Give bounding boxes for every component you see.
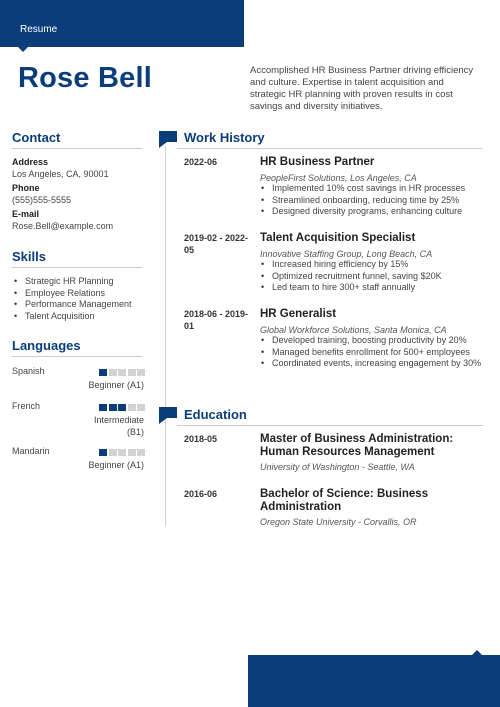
job-company: Global Workforce Solutions, Santa Monica, CA [260,325,447,335]
job-company: PeopleFirst Solutions, Los Angeles, CA [260,173,417,183]
work-history-heading: Work History [184,130,265,145]
resume-tag: Resume [20,24,58,35]
job-bullets [260,259,484,294]
job-bullet: • Managed benefits enrollment for 500+ employees [260,347,484,359]
rating-square [99,369,107,376]
job-date: 2022-06 [184,157,218,167]
phone-value: (555)555-5555 [12,195,72,205]
language-level: Beginner (A1) [88,380,144,390]
school-name: Oregon State University - Corvallis, OR [260,517,417,527]
job-bullet: • Optimized recruitment funnel, saving $20K [260,271,484,283]
language-level: Beginner (A1) [88,460,144,470]
degree-title: Bachelor of Science: Business Administration [260,488,429,513]
job-company: Innovative Staffing Group, Long Beach, CA [260,249,433,259]
rating-square [109,404,117,411]
contact-divider [12,148,142,149]
education-date: 2016-06 [184,489,218,499]
skills-divider [12,267,142,268]
job-bullets [260,183,484,218]
rating-square [99,404,107,411]
rating-square [128,369,136,376]
rating-square [128,404,136,411]
skills-list [12,276,147,322]
job-date: 2018-06 - 2019-01 [184,309,249,331]
skill-item: • Performance Management [12,299,147,311]
rating-square [137,404,145,411]
language-rating [99,449,145,456]
rating-square [137,449,145,456]
degree-title: Master of Business Administration: Human Resources Management [260,433,454,458]
timeline-line [165,146,166,526]
job-bullet: • Designed diversity programs, enhancing culture [260,206,484,218]
skill-item: • Strategic HR Planning [12,276,147,288]
job-bullet: • Developed training, boosting productivity by 20% [260,335,484,347]
footer-banner [248,655,500,707]
candidate-name: Rose Bell [18,62,152,94]
rating-square [118,404,126,411]
job-title: HR Generalist [260,308,337,320]
language-level: Intermediate (B1) [93,415,144,437]
job-bullet: • Increased hiring efficiency by 15% [260,259,484,271]
language-name: Mandarin [12,446,50,456]
languages-divider [12,356,142,357]
skills-heading: Skills [12,249,46,264]
email-value: Rose.Bell@example.com [12,221,114,231]
job-date: 2019-02 - 2022-05 [184,233,249,255]
phone-label: Phone [12,183,40,193]
skill-item: • Employee Relations [12,288,147,300]
language-name: Spanish [12,366,45,376]
job-title: Talent Acquisition Specialist [260,232,416,244]
resume-banner [0,0,244,47]
address-value: Los Angeles, CA, 90001 [12,169,109,179]
language-name: French [12,401,41,411]
education-heading: Education [184,407,247,422]
email-label: E-mail [12,209,40,219]
education-divider [177,425,483,426]
job-bullet: • Coordinated events, increasing engagement by 30% [260,358,484,370]
languages-heading: Languages [12,338,81,353]
rating-square [99,449,107,456]
job-bullet: • Led team to hire 300+ staff annually [260,282,484,294]
summary-text: Accomplished HR Business Partner driving efficiency and culture. Expertise in talent acquisition and strategic HR planning with proven results in cost savings and diversity initiatives. [250,65,474,112]
job-bullet: • Implemented 10% cost savings in HR processes [260,183,484,195]
language-rating [99,369,145,376]
skill-item: • Talent Acquisition [12,311,147,323]
banner-notch [18,47,28,52]
education-date: 2018-05 [184,434,218,444]
address-label: Address [12,157,49,167]
footer-notch [472,650,482,655]
language-rating [99,404,145,411]
job-bullet: • Streamlined onboarding, reducing time by 25% [260,195,484,207]
rating-square [109,369,117,376]
contact-heading: Contact [12,130,61,145]
rating-square [109,449,117,456]
rating-square [118,449,126,456]
rating-square [137,369,145,376]
job-title: HR Business Partner [260,156,375,168]
rating-square [128,449,136,456]
job-bullets [260,335,484,370]
rating-square [118,369,126,376]
work-history-divider [177,148,483,149]
school-name: University of Washington - Seattle, WA [260,462,415,472]
